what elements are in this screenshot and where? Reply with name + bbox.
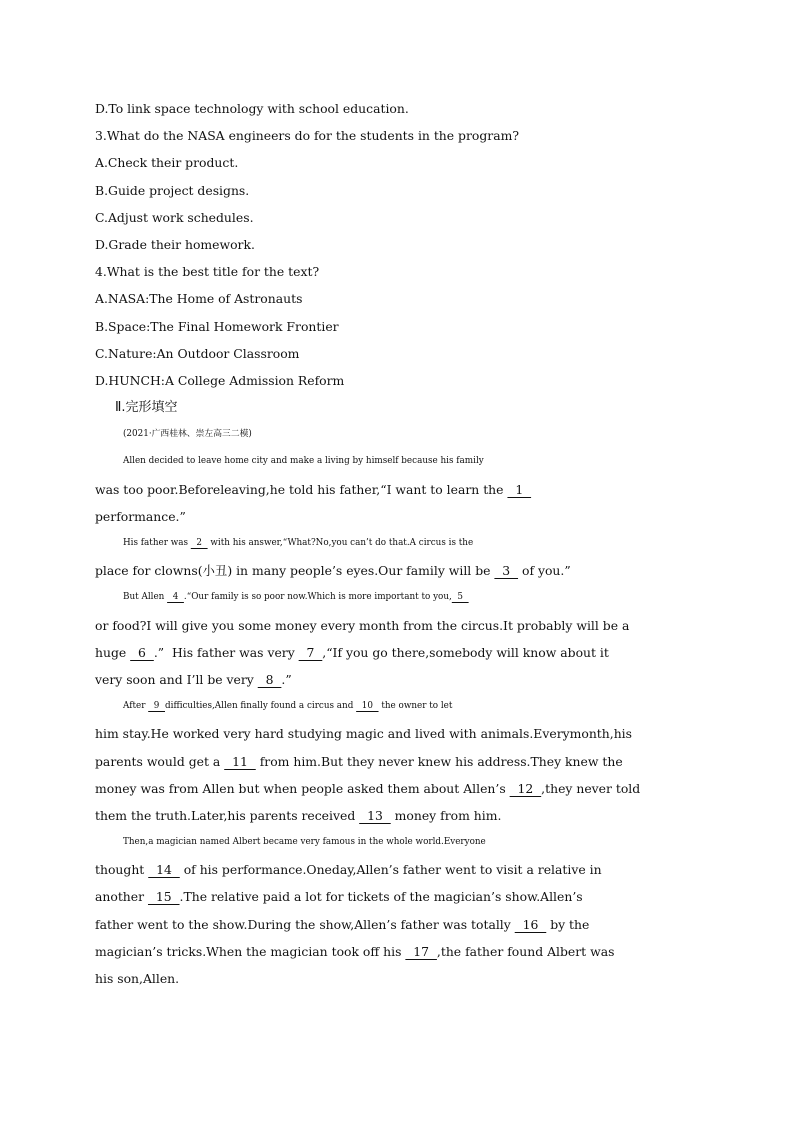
passage-text: .The relative paid a lot for tickets of the magician’s show.Allen’s (179, 889, 583, 905)
passage-text: ,the father found Albert was (436, 943, 615, 959)
passage-text: .“Our family is so poor now.Which is more important to you, (183, 592, 452, 603)
blank-15: 15 (147, 889, 180, 905)
blank-9: 9 (148, 701, 165, 712)
passage-line: performance.” (95, 508, 186, 524)
question-3-option-d: D.Grade their homework. (95, 236, 255, 252)
passage-line (95, 693, 695, 720)
blank-13: 13 (359, 807, 391, 823)
passage-line (95, 557, 695, 584)
blank-11: 11 (224, 753, 256, 769)
passage-line (95, 775, 695, 802)
blank-10: 10 (356, 701, 379, 712)
question-4-option-c: C.Nature:An Outdoor Classroom (95, 345, 300, 361)
passage-text: huge (95, 644, 131, 660)
passage-line (95, 856, 695, 883)
passage-text: ,they never told (541, 780, 641, 796)
passage-text: money was from Allen but when people asked them about Allen’s (95, 780, 510, 796)
passage-source: (2021·广西桂林、崇左高三二模) (123, 429, 252, 440)
passage-text: very soon and I’ll be very (95, 671, 258, 687)
question-2-option-d: D.To link space technology with school education. (95, 101, 409, 116)
passage-line (95, 530, 695, 557)
passage-line (95, 476, 695, 503)
passage-text: parents would get a (95, 753, 225, 769)
question-4-option-d: D.HUNCH:A College Admission Reform (95, 372, 345, 388)
blank-3: 3 (494, 563, 519, 579)
passage-text: of you.” (518, 563, 571, 579)
passage-line: Allen decided to leave home city and make a living by himself because his family (123, 456, 484, 467)
passage-text: difficulties,Allen finally found a circus and (165, 701, 357, 712)
blank-7: 7 (298, 644, 323, 660)
passage-line (95, 584, 695, 611)
passage-text: with his answer,“What?No,you can’t do that.A circus is the (207, 538, 474, 548)
question-4-stem: 4.What is the best title for the text? (95, 264, 320, 280)
question-3-option-a: A.Check their product. (95, 155, 239, 171)
passage-text: from him.But they never knew his address.They knew the (255, 753, 623, 769)
question-3-option-c: C.Adjust work schedules. (95, 209, 254, 225)
passage-text: After (123, 701, 149, 712)
blank-4: 4 (167, 592, 184, 603)
passage-text: .” (281, 671, 292, 687)
blank-8: 8 (257, 671, 282, 687)
passage-line (95, 883, 695, 910)
blank-5: 5 (451, 592, 469, 603)
passage-text: His father was (123, 538, 191, 548)
blank-2: 2 (190, 538, 208, 548)
passage-line (95, 639, 695, 666)
passage-line (95, 802, 695, 829)
section-title: Ⅱ.完形填空 (115, 400, 178, 416)
blank-16: 16 (514, 916, 547, 932)
passage-text: another (95, 889, 148, 905)
passage-line: his son,Allen. (95, 971, 180, 986)
passage-text: of his performance.Oneday,Allen’s father went to visit a relative in (179, 862, 602, 878)
passage-text: father went to the show.During the show,Allen’s father was totally (95, 916, 515, 932)
passage-line (95, 911, 695, 938)
passage-text: money from him. (390, 807, 502, 823)
question-4-option-a: A.NASA:The Home of Astronauts (95, 291, 303, 307)
question-4-option-b: B.Space:The Final Homework Frontier (95, 318, 339, 334)
passage-text: was too poor.Beforeleaving,he told his father,“I want to learn the (95, 481, 508, 497)
question-3-option-b: B.Guide project designs. (95, 182, 250, 198)
passage-line: Then,a magician named Albert became very famous in the whole world.Everyone (123, 837, 486, 848)
passage-text: them the truth.Later,his parents received (95, 807, 360, 823)
passage-text: thought (95, 862, 149, 878)
blank-17: 17 (405, 943, 437, 959)
passage-line: or food?I will give you some money every month from the circus.It probably will be a (95, 617, 630, 633)
document-content (95, 95, 695, 992)
passage-text: by the (546, 916, 590, 932)
passage-line (95, 748, 695, 775)
blank-1: 1 (507, 481, 532, 497)
passage-text: magician’s tricks.When the magician took off his (95, 943, 406, 959)
passage-text: place for clowns(小丑) in many people’s eyes.Our family will be (95, 563, 495, 579)
passage-line (95, 666, 695, 693)
passage-text: the owner to let (378, 701, 453, 712)
passage-text: But Allen (123, 592, 168, 603)
passage-text: .” His father was very (153, 644, 299, 660)
blank-6: 6 (130, 644, 154, 660)
passage-line: him stay.He worked very hard studying magic and lived with animals.Everymonth,his (95, 726, 633, 742)
question-3-stem: 3.What do the NASA engineers do for the students in the program? (95, 128, 520, 144)
passage-line (95, 938, 695, 965)
blank-12: 12 (509, 780, 542, 796)
passage-text: ,“If you go there,somebody will know about it (322, 644, 609, 660)
blank-14: 14 (148, 862, 180, 878)
